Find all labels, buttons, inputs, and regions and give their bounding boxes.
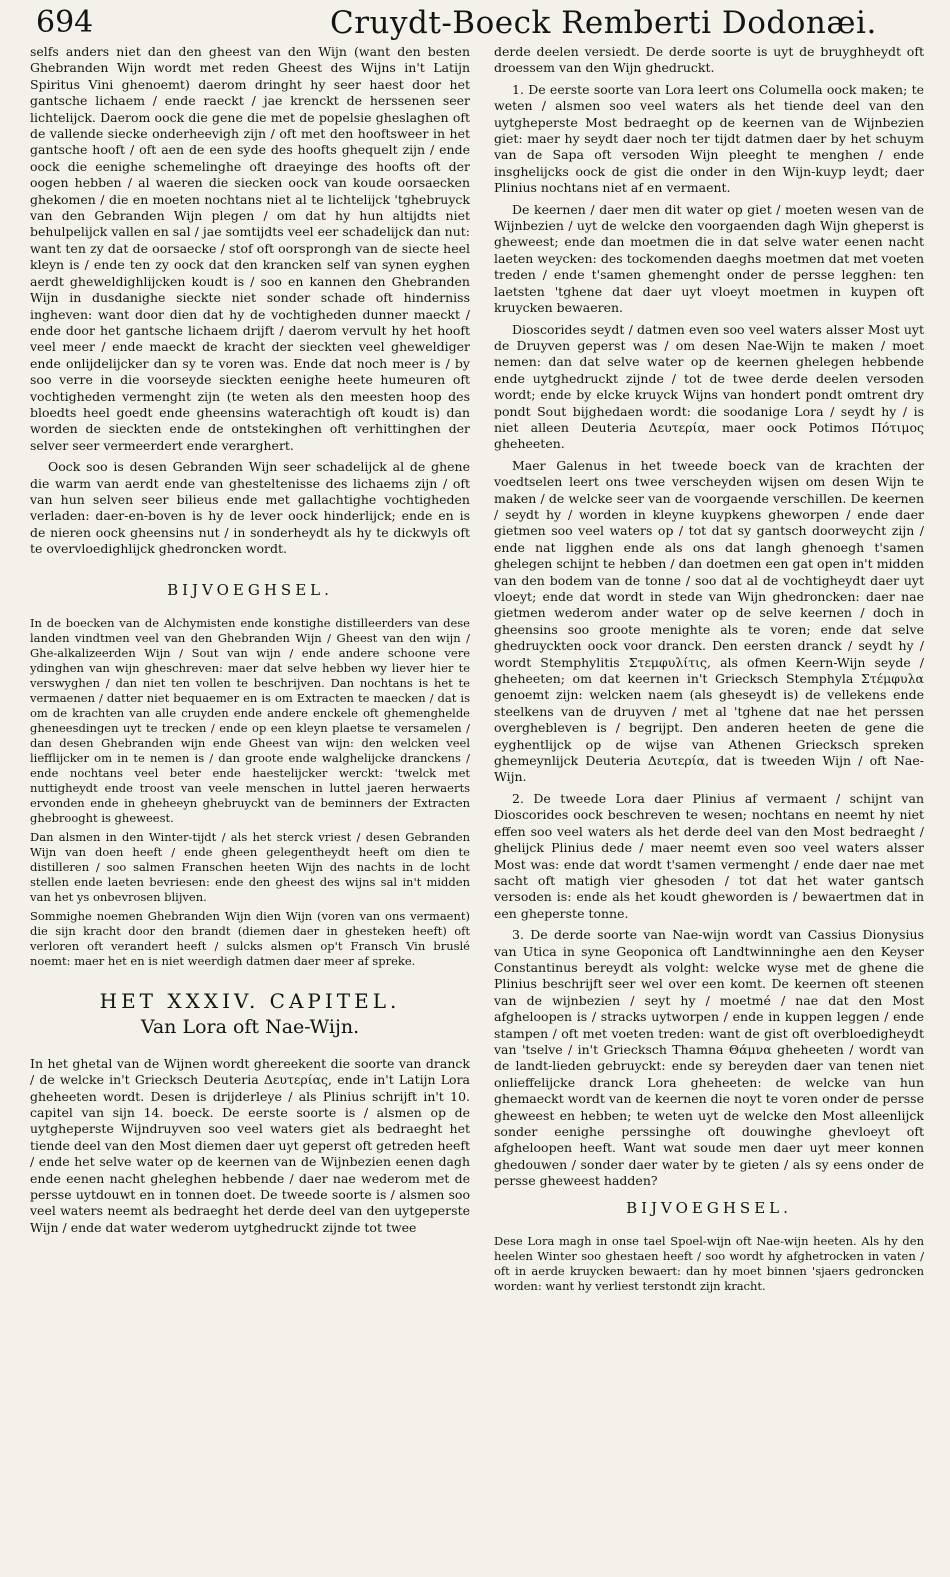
paragraph: selfs anders niet dan den gheest van den Wijn (want den besten Ghebranden Wijn wordt met reden Gheest des Wijns in't Latijn Spiritus Vini ghenoemt) daerom dringht hy seer haest door het gantsche lichaem / ende raeckt / jae krenckt de herssenen seer lichtelijck. Daerom oock die gene die met de popelsie gheslaghen oft de vallende siecke onderheevigh zijn / oft met den hooftsweer in het gantsche hooft / oft aen de een syde des hoofts ghequelt zijn / ende oock die eenighe schemelinghe oft draeyinge des hoofts oft der oogen hebben / al waeren die siecken oock van koude oorsaecken ghekomen / die en moeten nochtans niet al te lichtelijck 'tghebruyck van den Gebranden Wijn plegen / om dat hy hun altijdts niet behulpelijck vallen en sal / jae somtijdts veel eer schadelijck dan nut: want ten zy dat de oorsaecke / stof oft oorsprongh van de siecte heel kleyn is / ende ten zy oock dat den krancken self van synen eyghen aerdt gheweldighlijcken koudt is / soo en kannen den Ghebranden Wijn in dusdanighe sieckte niet sonder schade oft hinderniss ingheven: want door dien dat hy de vochtigheden dunner maeckt / ende door het gantsche lichaem drijft / daerom vervult hy het hooft veel meer / ende maeckt de kracht der sieckten veel gheweldiger ende onlijdelijcker dan sy te voren was. Ende dat noch meer is / by soo verre in die voorseyde sieckten eenighe heete humeuren oft vochtigheden vermenght zijn (te weten als den meesten hoop des bloedts heel goedt ende gheensins waterachtigh oft koudt is) dan worden de sieckten ende de ontstekinghen oft verhittinghen der selver seer vermeerdert ende verarghert. [30, 44, 470, 453]
paragraph: De keernen / daer men dit water op giet / moeten wesen van de Wijnbezien / uyt de welcke den voorgaenden dagh Wijn gheperst is gheweest; ende dan moetmen die in dat selve water eenen nacht laeten weycken: des tockomenden daeghs moetmen dat met voeten treden / ende t'samen ghemenght onder de persse legghen: ten laetsten 'tghene dat daer uyt vloeyt moetmen in kuypen oft kruycken bewaeren. [494, 201, 924, 316]
page-number: 694 [36, 5, 94, 40]
chapter-subtitle: Van Lora oft Nae-Wijn. [140, 1016, 360, 1039]
paragraph: Dioscorides seydt / datmen even soo veel waters alsser Most uyt de Druyven geperst was / om desen Nae-Wijn te maken / moet nemen: dan dat selve water op de keernen ghelegen hebbende ende uytghedruckt zijnde / tot de twee derde deelen versoden wordt; ende by elcke kruyck Wijns van hondert pondt omtrent dry pondt Sout bijghedaen wordt: die soodanige Lora / seydt hy / is niet alleen Deuteria Δευτερία, maer oock Potimos Πότιμος gheheeten. [494, 321, 924, 452]
bijvoegsel-paragraph: Dan alsmen in den Winter-tijdt / als het sterck vriest / desen Gebranden Wijn van doen heeft / ende gheen gelegentheydt heeft om dien te distilleren / soo salmen Franschen heeten Wijn des nachts in de locht stellen ende laeten bevriesen: ende den gheest des wijns sal in't midden van het ys onbevrosen blijven. [30, 830, 470, 904]
chapter-heading: HET XXXIV. CAPITEL. [99, 989, 401, 1013]
bijvoegsel-paragraph: Sommighe noemen Ghebranden Wijn dien Wijn (voren van ons vermaent) die sijn kracht door den brandt (diemen daer in ghesteken heeft) oft verloren oft verandert heeft / sulcks alsmen op't Fransch Vin bruslé noemt: maer het en is niet weerdigh datmen daer meer af spreke. [30, 909, 470, 968]
bijvoegsel-heading: BIJVOEGHSEL. [167, 580, 333, 599]
running-head [30, 2, 925, 42]
paragraph: Maer Galenus in het tweede boeck van de krachten der voedtselen leert ons twee verscheyden wijsen om desen Wijn te maken / de welcke seer van de voorgaende verschillen. De keernen / seydt hy / worden in kleyne kuypkens gheworpen / ende daer gietmen soo veel waters op / tot dat sy gantsch doorweycht zijn / ende nat ligghen ende als ons dat langh ghenoegh t'samen ghelegen schijnt te hebben / dan doetmen een gat open in't midden van den bodem van de tonne / soo dat al de vochtigheydt daer uyt vloeyt; ende dat wordt in stede van Wijn ghedroncken: daer nae gietmen wederom ander water op de selve keernen / doch in gheensins soo groote menighte als te voren; ende dat selve ghedruyckten oock voor dranck. Den eersten dranck / seydt hy / wordt Stemphylitis Στεμφυλίτις, als ofmen Keern-Wijn seyde / gheheeten; om dat keernen in't Griecksch Stemphyla Στέμφυλα genoemt zijn: welcken naem (als gheseydt is) de vellekens ende steelkens van de druyven / met al 'tghene dat nae het perssen overghebleven is / begrijpt. Den anderen heeten de gene die eyghentlijck op de wijse van Athenen Griecksch spreken ghemeynlijck Deuteria Δευτερία, dat is tweeden Wijn / oft Nae-Wijn. [494, 457, 924, 785]
bijvoegsel-paragraph: In de boecken van de Alchymisten ende konstighe distilleerders van dese landen vindtmen veel van den Ghebranden Wijn / Gheest van den wijn / Ghe-alkalizeerden Wijn / Sout van wijn / ende andere schoone vere ydinghen van wijn gheschreven: maer dat selve hebben wy liever hier te verswyghen / dan niet ten vollen te beschrijven. Dan nochtans is het te vermaenen / datter niet bequaemer en is om Extracten te maecken / dat is om de krachten van alle cruyden ende andere enckele oft ghemenghelde gheneesdingen uyt te trecken / ende op een kleyn plaetse te versamelen / dan desen Ghebranden wijn ende Gheest van wijn: den welcken veel liefflijcker om in te nemen is / dan groote ende walghelijcke dranckens / ende nochtans veel beter ende haestelijcker werckt: 'twelck met nuttigheydt ende troost van veele menschen in luttel jaeren herwaerts ervonden ende in gheheeyn ghebruyckt van de beminners der Extracten ghebrooght is gheweest. [30, 616, 470, 825]
paragraph: Oock soo is desen Gebranden Wijn seer schadelijck al de ghene die warm van aerdt ende van ghesteltenisse des lichaems zijn / oft van hun selven seer bilieus ende met gallachtighe vochtigheden verladen: daer-en-boven is hy de lever oock hinderlijck; ende en is de nieren oock gheensins nut / in sonderheydt als hy te dickwyls oft te overvloedighlijck ghedroncken wordt. [30, 459, 470, 557]
right-column [494, 44, 924, 1298]
bijvoegsel-heading: BIJVOEGHSEL. [626, 1198, 792, 1217]
paragraph: 2. De tweede Lora daer Plinius af vermaent / schijnt van Dioscorides oock beschreven te wesen; nochtans en neemt hy niet effen soo veel waters als het derde deel van den Most bedraeght / ghelijck Plinius dede / maer neemt even soo veel waters alsser Most was: ende dat wordt t'samen vermenght / ende daer nae met sacht oft matigh vier ghesoden / tot dat het water gantsch versoden is: ende als het koudt gheworden is / bewaertmen dat in een gheperste tonne. [494, 790, 924, 921]
bijvoegsel-paragraph: Dese Lora magh in onse tael Spoel-wijn oft Nae-wijn heeten. Als hy den heelen Winter soo ghestaen heeft / soo wordt hy afghetrocken in vaten / oft in aerde kruycken bewaert: dan hy moet binnen 'sjaers gedroncken worden: want hy verliest terstondt zijn kracht. [494, 1234, 924, 1294]
left-column [30, 44, 470, 1241]
paragraph: derde deelen versiedt. De derde soorte is uyt de bruyghheydt oft droessem van den Wijn ghedruckt. [494, 44, 924, 76]
chapter-paragraph: In het ghetal van de Wijnen wordt ghereekent die soorte van dranck / de welcke in't Griecksch Deuteria Δευτερίας, ende in't Latijn Lora gheheeten wordt. Desen is drijderleye / als Plinius schrijft in't 10. capitel van sijn 14. boeck. De eerste soorte is / alsmen op de uytgheperste Wijndruyven soo veel waters giet als bedraeght het tiende deel van den Most diemen daer uyt geperst oft getreden heeft / ende het selve water op de keernen van de Wijnbezien eenen dagh ende eenen nacht gheleghen hebbende / daer nae wederom met de persse uytdouwt en in tonnen doet. De tweede soorte is / alsmen soo veel waters neemt als bedraeght het derde deel van den uytgeperste Wijn / ende dat water wederom uytghedruckt zijnde tot twee [30, 1055, 470, 1235]
paragraph: 1. De eerste soorte van Lora leert ons Columella oock maken; te weten / alsmen soo veel waters als het tiende deel van den uytgheperste Most bedraeght op de keernen van de Wijnbezien giet: maer hy seydt daer noch ter tijdt datmen daer by het schuym van de Sapa oft versoden Wijn pleeght te menghen / ende insghelijcks oock de gist die onder in den Wijn-kuyp leydt; daer Plinius nochtans niet af en vermaent. [494, 81, 924, 196]
header-title: Cruydt-Boeck Remberti Dodonæi. [330, 5, 877, 41]
paragraph: 3. De derde soorte van Nae-wijn wordt van Cassius Dionysius van Utica in syne Geoponica oft Landtwinninghe aen den Keyser Constantinus bereydt als volght: welcke wyse met de ghene die Plinius beschrijft seer wel over een komt. De keernen oft steenen van de wijnbezien / seyt hy / moetmé / nae dat den Most afgheloopen is / stracks uytworpen / ende in kuppen leggen / ende stampen / oft met voeten treden: want de gist oft overbloedigheydt van 'tselve / in't Griecksch Thamna Θάμνα gheheeten / wordt van de landt-lieden gebruyckt: ende sy bereyden daer van tenen niet onlieffelijcke dranck Lora gheheeten: de welcke van hun ghemaeckt wordt van de keernen die noyt te voren onder de persse gheweest en hebben; te weten uyt de welcke den Most alleenlijck sonder eenighe perssinghe oft douwinghe ghevloeyt oft afgheloopen heeft. Want wat soude men daer uyt meer konnen ghedouwen / sonder daer water by te gieten / als sy eens onder de persse gheweest hadden? [494, 927, 924, 1189]
